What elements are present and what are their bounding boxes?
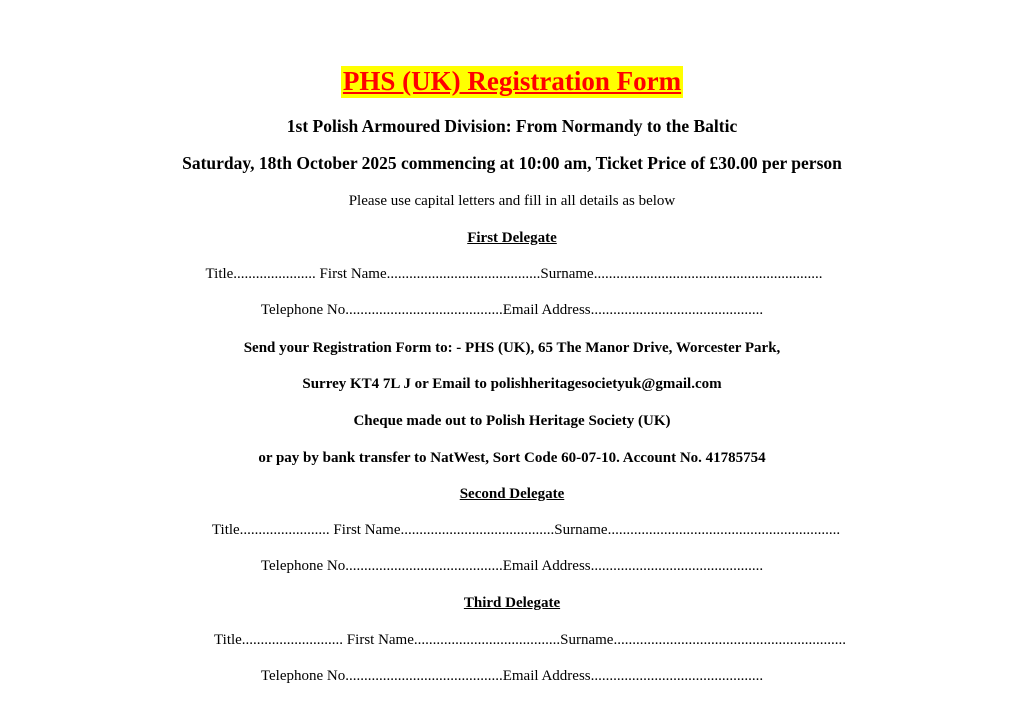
cheque-line: Cheque made out to Polish Heritage Society (UK) (353, 413, 671, 429)
first-delegate-contact-line[interactable]: Telephone No..........................................Email Address.............................................. (260, 302, 764, 318)
bank-transfer-line: or pay by bank transfer to NatWest, Sort Code 60-07-10. Account No. 41785754 (258, 450, 766, 466)
second-delegate-name-line[interactable]: Title........................ First Name.........................................Surname.............................................................. (211, 522, 841, 538)
third-delegate-name-line[interactable]: Title........................... First Name.......................................Surname.............................................................. (214, 632, 846, 648)
event-details: Saturday, 18th October 2025 commencing at 10:00 am, Ticket Price of £30.00 per person (182, 153, 842, 173)
page-title: PHS (UK) Registration Form (342, 66, 682, 96)
send-address-line-1: Send your Registration Form to: - PHS (UK), 65 The Manor Drive, Worcester Park, (243, 340, 781, 356)
second-delegate-heading: Second Delegate (459, 486, 565, 502)
instructions: Please use capital letters and fill in all details as below (348, 193, 676, 209)
send-address-line-2: Surrey KT4 7L J or Email to polishheritagesocietyuk@gmail.com (302, 376, 722, 392)
second-delegate-contact-line[interactable]: Telephone No..........................................Email Address.............................................. (260, 558, 764, 574)
title-row (0, 66, 1024, 98)
third-delegate-heading: Third Delegate (463, 595, 561, 611)
third-delegate-contact-line[interactable]: Telephone No..........................................Email Address.............................................. (260, 668, 764, 684)
event-title: 1st Polish Armoured Division: From Normandy to the Baltic (286, 116, 738, 136)
first-delegate-heading: First Delegate (467, 230, 557, 246)
first-delegate-name-line[interactable]: Title...................... First Name.........................................Surname............................................................. (205, 266, 823, 282)
